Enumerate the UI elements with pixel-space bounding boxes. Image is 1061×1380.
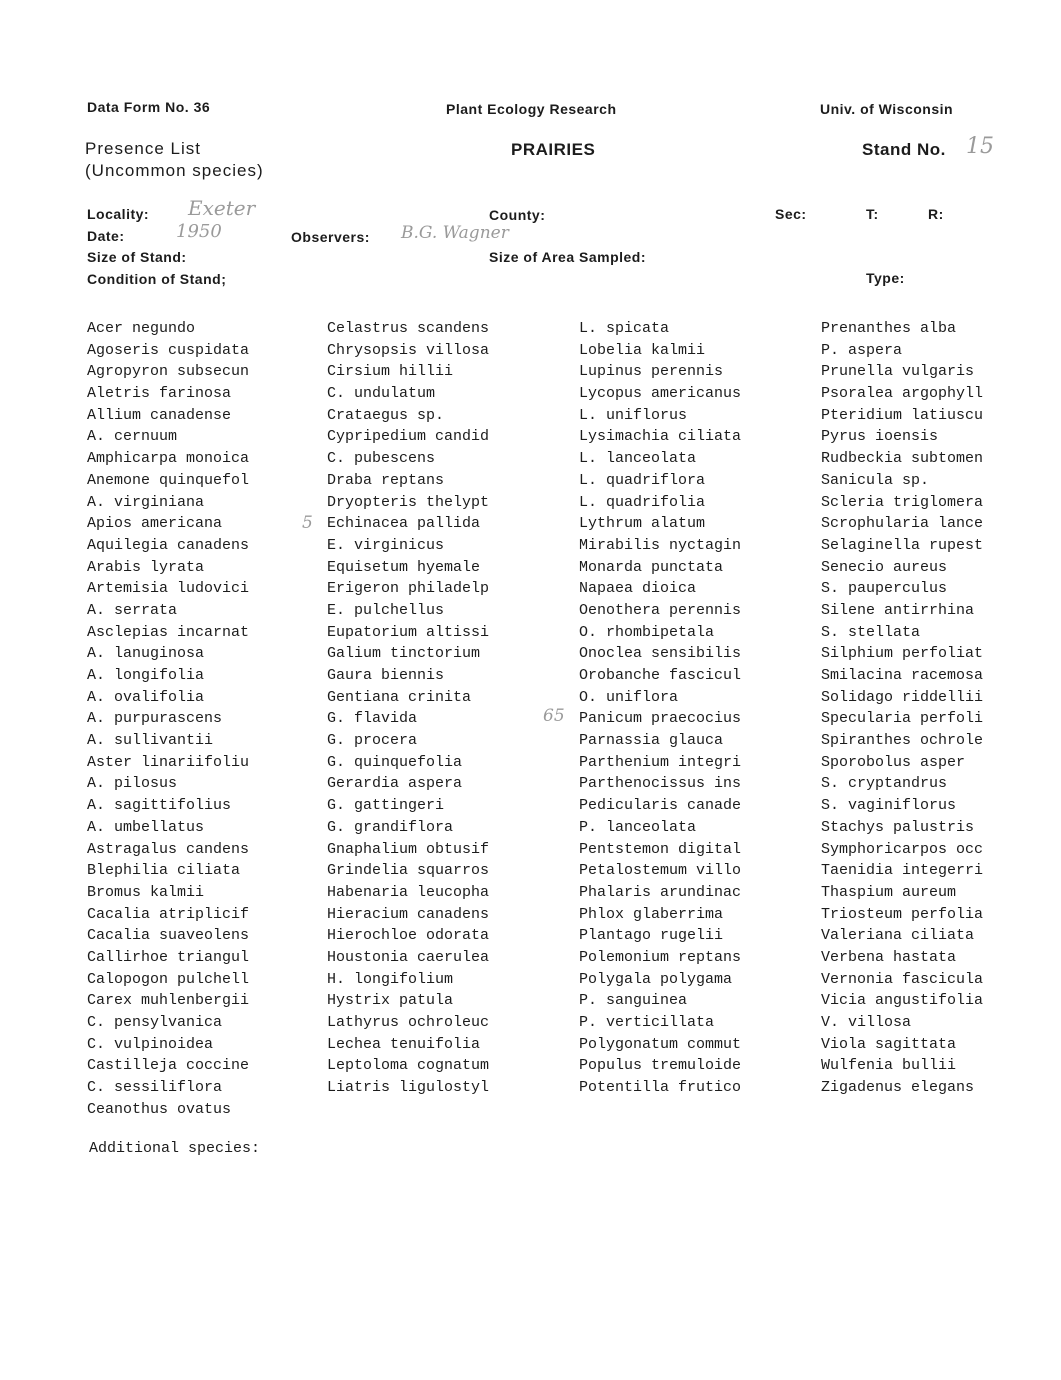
species-item: Polygala polygama <box>579 970 733 988</box>
panicum-mark: 65 <box>543 706 565 726</box>
species-item: A. pilosus <box>87 775 178 793</box>
species-item: Pedicularis canade <box>579 797 742 815</box>
species-item: Crataegus sp. <box>327 406 445 424</box>
species-item: P. lanceolata <box>579 818 697 836</box>
species-item: Vicia angustifolia <box>821 992 984 1010</box>
species-item: Cirsium hillii <box>327 363 454 381</box>
species-item: P. aspera <box>821 341 903 359</box>
species-item: Carex muhlenbergii <box>87 992 250 1010</box>
species-item: G. grandiflora <box>327 818 454 836</box>
species-item: Cypripedium candid <box>327 428 490 446</box>
species-item: Viola sagittata <box>821 1035 957 1053</box>
species-item: Galium tinctorium <box>327 645 481 663</box>
species-item: Lobelia kalmii <box>579 341 706 359</box>
species-item: A. ovalifolia <box>87 688 205 706</box>
species-item: Houstonia caerulea <box>327 948 490 966</box>
species-item: Onoclea sensibilis <box>579 645 742 663</box>
species-item: G. flavida <box>327 710 418 728</box>
species-item: G. gattingeri <box>327 797 445 815</box>
species-item: Celastrus scandens <box>327 320 490 337</box>
species-item: Silene antirrhina <box>821 601 975 619</box>
species-item: Petalostemum villo <box>579 862 742 880</box>
species-item: S. cryptandrus <box>821 775 948 793</box>
species-item: A. serrata <box>87 601 178 619</box>
size-of-stand-label: Size of Stand: <box>87 249 187 265</box>
species-item: Plantago rugelii <box>579 927 724 945</box>
species-item: Psoralea argophyll <box>821 385 984 403</box>
species-item: O. uniflora <box>579 688 679 706</box>
species-item: Polygonatum commut <box>579 1035 742 1053</box>
date-label: Date: <box>87 228 125 244</box>
species-item: Oenothera perennis <box>579 601 742 619</box>
species-item: C. vulpinoidea <box>87 1035 214 1053</box>
stand-number-value: 15 <box>966 134 994 159</box>
species-item: A. umbellatus <box>87 818 205 836</box>
species-item: Taenidia integerri <box>821 862 984 880</box>
species-item: Parthenium integri <box>579 753 742 771</box>
species-item: Pyrus ioensis <box>821 428 939 446</box>
species-item: S. stellata <box>821 623 921 641</box>
species-item: Mirabilis nyctagin <box>579 536 742 554</box>
type-label: Type: <box>866 270 905 286</box>
section-label: Sec: <box>775 206 807 222</box>
species-item: Pteridium latiuscu <box>821 406 984 424</box>
species-item: Smilacina racemosa <box>821 667 984 684</box>
form-number: Data Form No. 36 <box>87 99 211 115</box>
species-item: Lycopus americanus <box>579 385 742 403</box>
species-item: Ceanothus ovatus <box>87 1100 232 1118</box>
species-item: Arabis lyrata <box>87 558 205 576</box>
species-item: A. purpurascens <box>87 710 223 728</box>
species-item: Hierochloe odorata <box>327 927 490 945</box>
species-item: Calopogon pulchell <box>87 970 250 988</box>
species-item: L. uniflorus <box>579 406 688 424</box>
species-item: G. procera <box>327 732 418 750</box>
observers-value: B.G. Wagner <box>401 223 509 243</box>
species-item: Hieracium canadens <box>327 905 490 923</box>
species-item: Orobanche fascicul <box>579 667 742 684</box>
species-column-3 <box>579 318 741 1099</box>
species-item: Asclepias incarnat <box>87 623 250 641</box>
species-item: Lupinus perennis <box>579 363 724 381</box>
species-item: Eupatorium altissi <box>327 623 490 641</box>
species-item: A. longifolia <box>87 667 205 684</box>
species-item: Agropyron subsecun <box>87 363 250 381</box>
species-item: Gnaphalium obtusif <box>327 840 490 858</box>
township-label: T: <box>866 206 879 222</box>
species-item: A. sullivantii <box>87 732 214 750</box>
county-label: County: <box>489 207 546 223</box>
species-item: Parnassia glauca <box>579 732 724 750</box>
species-column-1 <box>87 318 249 1120</box>
species-item: Amphicarpa monoica <box>87 450 250 468</box>
species-item: Bromus kalmii <box>87 883 205 901</box>
species-item: Symphoricarpos occ <box>821 840 984 858</box>
species-item: L. quadrifolia <box>579 493 706 511</box>
list-title: Presence List <box>85 139 201 158</box>
species-item: G. quinquefolia <box>327 753 463 771</box>
species-item: Chrysopsis villosa <box>327 341 490 359</box>
species-item: Echinacea pallida <box>327 515 481 533</box>
species-item: Aquilegia canadens <box>87 536 250 554</box>
species-item: Spiranthes ochrole <box>821 732 984 750</box>
species-item: Triosteum perfolia <box>821 905 984 923</box>
university-name: Univ. of Wisconsin <box>820 101 954 117</box>
species-item: Senecio aureus <box>821 558 948 576</box>
species-item: A. sagittifolius <box>87 797 232 815</box>
echinacea-mark: 5 <box>302 513 313 533</box>
species-item: Lechea tenuifolia <box>327 1035 481 1053</box>
species-item: Gaura biennis <box>327 667 445 684</box>
size-of-area-label: Size of Area Sampled: <box>489 249 647 265</box>
species-item: Parthenocissus ins <box>579 775 742 793</box>
species-item: Napaea dioica <box>579 580 697 598</box>
species-item: Prenanthes alba <box>821 320 957 337</box>
species-item: Scrophularia lance <box>821 515 984 533</box>
species-item: Vernonia fascicula <box>821 970 984 988</box>
species-item: Castilleja coccine <box>87 1057 250 1075</box>
species-item: Specularia perfoli <box>821 710 984 728</box>
species-item: A. lanuginosa <box>87 645 205 663</box>
species-item: S. pauperculus <box>821 580 948 598</box>
category-title: PRAIRIES <box>511 140 596 159</box>
species-item: Cacalia atriplicif <box>87 905 250 923</box>
species-column-4 <box>821 318 983 1099</box>
species-item: Liatris ligulostyl <box>327 1079 490 1097</box>
species-item: Silphium perfoliat <box>821 645 984 663</box>
species-item: Prunella vulgaris <box>821 363 975 381</box>
species-item: Blephilia ciliata <box>87 862 241 880</box>
condition-of-stand-label: Condition of Stand; <box>87 271 227 287</box>
species-column-2 <box>327 318 489 1099</box>
species-item: Gentiana crinita <box>327 688 472 706</box>
species-item: Aster linariifoliu <box>87 753 250 771</box>
species-item: Habenaria leucopha <box>327 883 490 901</box>
observers-label: Observers: <box>291 229 370 245</box>
species-item: Equisetum hyemale <box>327 558 481 576</box>
additional-species-label: Additional species: <box>89 1140 261 1157</box>
species-item: Populus tremuloide <box>579 1057 742 1075</box>
species-item: Grindelia squarros <box>327 862 490 880</box>
species-item: Phalaris arundinac <box>579 883 742 901</box>
species-item: Wulfenia bullii <box>821 1057 957 1075</box>
species-item: Dryopteris thelypt <box>327 493 490 511</box>
species-item: Agoseris cuspidata <box>87 341 250 359</box>
species-item: Phlox glaberrima <box>579 905 724 923</box>
range-label: R: <box>928 206 944 222</box>
date-value: 1950 <box>176 221 222 242</box>
species-item: Apios americana <box>87 515 223 533</box>
species-item: Selaginella rupest <box>821 536 984 554</box>
organization-name: Plant Ecology Research <box>446 101 617 117</box>
species-item: P. sanguinea <box>579 992 688 1010</box>
species-item: Stachys palustris <box>821 818 975 836</box>
species-item: H. longifolium <box>327 970 454 988</box>
species-item: Acer negundo <box>87 320 196 337</box>
species-item: Artemisia ludovici <box>87 580 250 598</box>
species-item: E. virginicus <box>327 536 445 554</box>
species-item: Solidago riddellii <box>821 688 984 706</box>
species-item: A. cernuum <box>87 428 178 446</box>
species-item: Sanicula sp. <box>821 471 930 489</box>
species-item: V. villosa <box>821 1014 912 1031</box>
species-item: Callirhoe triangul <box>87 948 250 966</box>
species-item: Pentstemon digital <box>579 840 742 858</box>
species-item: Lythrum alatum <box>579 515 706 533</box>
species-item: S. vaginiflorus <box>821 797 957 815</box>
species-item: Rudbeckia subtomen <box>821 450 984 468</box>
species-item: Lysimachia ciliata <box>579 428 742 446</box>
species-item: Scleria triglomera <box>821 493 984 511</box>
species-item: Potentilla frutico <box>579 1079 742 1097</box>
species-item: L. lanceolata <box>579 450 697 468</box>
species-item: Aletris farinosa <box>87 385 232 403</box>
locality-label: Locality: <box>87 206 150 222</box>
species-item: Erigeron philadelp <box>327 580 490 598</box>
stand-number-label: Stand No. <box>862 140 946 159</box>
species-item: E. pulchellus <box>327 601 445 619</box>
species-item: Zigadenus elegans <box>821 1079 975 1097</box>
species-item: C. sessiliflora <box>87 1079 223 1097</box>
species-item: Valeriana ciliata <box>821 927 975 945</box>
species-item: C. undulatum <box>327 385 436 403</box>
species-item: Polemonium reptans <box>579 948 742 966</box>
species-item: L. spicata <box>579 320 670 337</box>
species-item: Lathyrus ochroleuc <box>327 1014 490 1031</box>
species-item: Leptoloma cognatum <box>327 1057 490 1075</box>
species-item: A. virginiana <box>87 493 205 511</box>
species-item: Panicum praecocius <box>579 710 742 728</box>
species-item: Astragalus candens <box>87 840 250 858</box>
species-item: Cacalia suaveolens <box>87 927 250 945</box>
species-item: Monarda punctata <box>579 558 724 576</box>
species-item: Gerardia aspera <box>327 775 463 793</box>
species-item: Thaspium aureum <box>821 883 957 901</box>
species-item: Sporobolus asper <box>821 753 966 771</box>
species-item: Hystrix patula <box>327 992 454 1010</box>
species-item: L. quadriflora <box>579 471 706 489</box>
locality-value: Exeter <box>188 196 256 220</box>
list-subtitle: (Uncommon species) <box>85 161 264 180</box>
species-item: C. pubescens <box>327 450 436 468</box>
species-item: Verbena hastata <box>821 948 957 966</box>
species-item: O. rhombipetala <box>579 623 715 641</box>
species-item: C. pensylvanica <box>87 1014 223 1031</box>
species-item: Allium canadense <box>87 406 232 424</box>
species-item: P. verticillata <box>579 1014 715 1031</box>
species-item: Draba reptans <box>327 471 445 489</box>
species-item: Anemone quinquefol <box>87 471 250 489</box>
